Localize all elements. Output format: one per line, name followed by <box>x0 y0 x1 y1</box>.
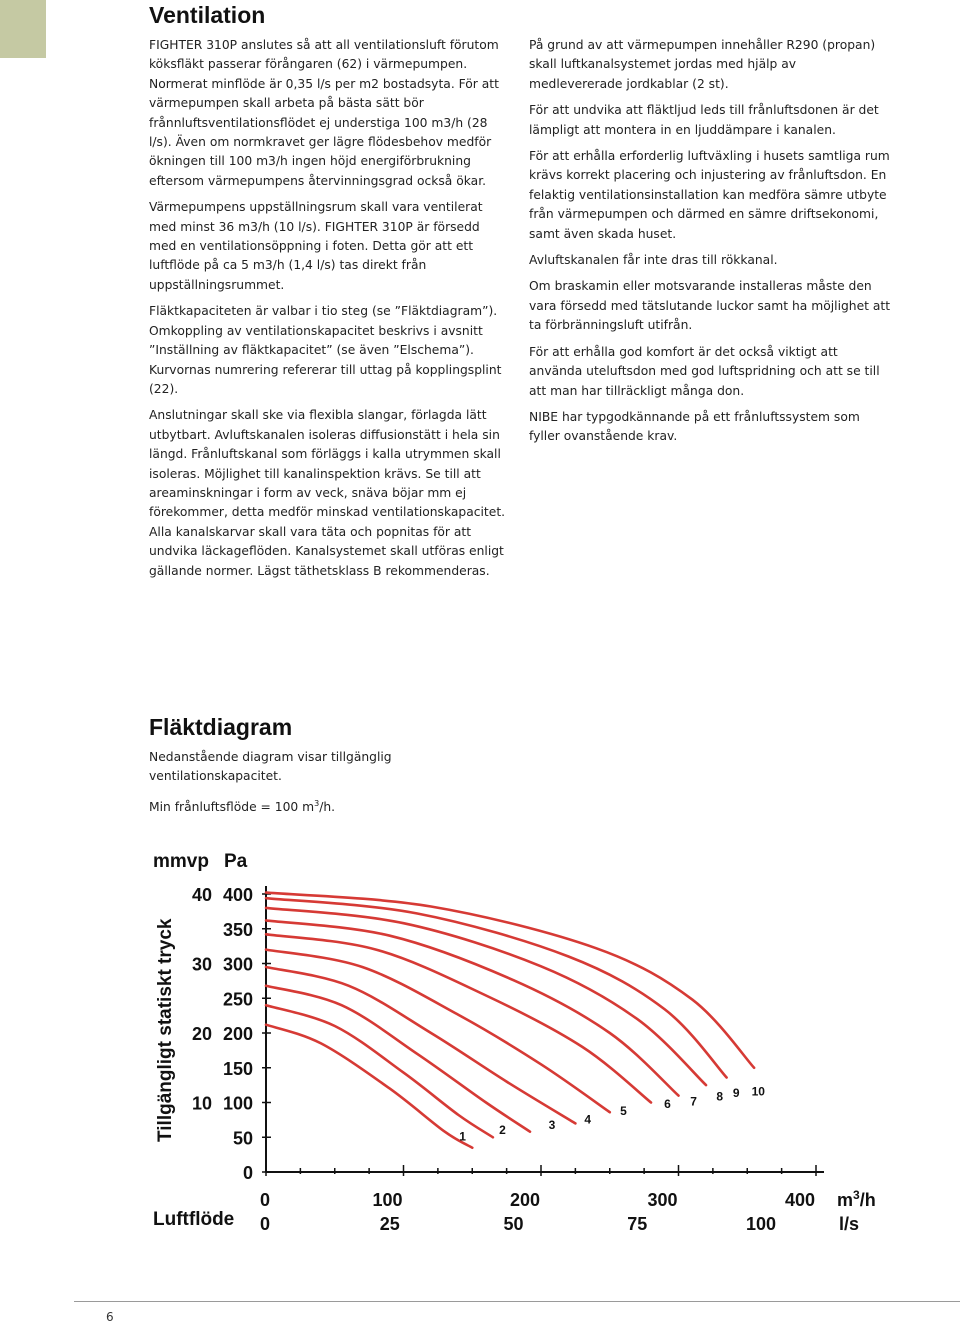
y-tick-label-pa: 100 <box>222 1093 253 1114</box>
fan-curve-label: 6 <box>664 1097 671 1112</box>
fan-curve-label: 8 <box>716 1089 724 1104</box>
x-tick-label-m3h: 400 <box>784 1190 816 1210</box>
fan-curve-2 <box>266 1005 493 1137</box>
y-tick-label-pa: 350 <box>222 919 253 940</box>
fan-curve-label: 4 <box>584 1112 592 1127</box>
x-tick-label-m3h: 200 <box>509 1190 541 1210</box>
min-flow-note <box>149 794 509 818</box>
chapter-color-tab <box>0 0 46 58</box>
x-tick-label-ls: 0 <box>260 1214 271 1234</box>
page-number: 6 <box>106 1310 114 1324</box>
x-unit-m3h: $m^3/h$ <box>837 1188 876 1210</box>
fan-diagram-svg <box>140 840 900 1240</box>
fan-curve-10 <box>266 893 754 1068</box>
paragraph: Om braskamin eller motsvarande installeras måste den vara försedd med tätslutande luckor samt ha möjlighet att ta förbränningsluft utifrån. <box>529 279 891 333</box>
x-tick-label-ls: 50 <box>503 1214 524 1234</box>
x-tick-label-ls: 25 <box>379 1214 400 1234</box>
paragraph: På grund av att värmepumpen innehåller R290 (propan) skall luftkanalsystemet jordas med hjälp av medlevererade jordkablar (2 st). <box>529 38 876 91</box>
paragraph: Fläktkapaciteten är valbar i tio steg (se ”Fläktdiagram”). Omkoppling av ventilationskapacitet beskrivs i avsnitt ”Inställning av fläktkapacitet” (se även ”Elschema”). Kurvornas numrering refererar till uttag på kopplingsplint (22). <box>149 304 502 396</box>
min-flow-prefix: Min frånluftsflöde = 100 m <box>149 799 315 814</box>
y-tick-label-pa: 200 <box>222 1024 253 1044</box>
x-tick-label-m3h: 300 <box>647 1190 678 1210</box>
fan-curve-1 <box>266 1025 472 1148</box>
y-tick-label-mmvp: 30 <box>191 954 212 975</box>
paragraph: NIBE har typgodkännande på ett frånluftssystem som fyller ovanstående krav. <box>529 409 860 444</box>
y-tick-label-pa: 50 <box>232 1128 253 1149</box>
min-flow-sup: 3 <box>314 798 320 808</box>
paragraph: FIGHTER 310P anslutes så att all ventilationsluft förutom köksfläkt passerar förångaren (62) i värmepumpen. Normerat minflöde är 0,35 l/s per m2 bostadsyta. För att värmepumpen skall arbeta på bästa sätt bör frånnluftsventilationsflödet ej understiga 100 m3/h (28 l/s). Även om normkravet ger lägre flödesbehov medför ökningen till 100 m3/h ingen höjd energiförbrukning eftersom värmepumpens återvinningsgrad också ökar. <box>149 38 499 188</box>
x-tick-label-m3h: 100 <box>372 1190 403 1210</box>
min-flow-suffix: /h. <box>319 799 336 814</box>
paragraph: För att undvika att fläktljud leds till frånluftsdonen är det lämpligt att montera in en ljuddämpare i kanalen. <box>529 103 879 137</box>
fan-curve-label: 5 <box>620 1104 627 1119</box>
y-tick-label-pa: 0 <box>242 1163 253 1183</box>
fan-curve-label: 9 <box>732 1085 740 1100</box>
x-axis-title: Luftflöde <box>153 1209 235 1230</box>
ventilation-left-column <box>149 36 509 588</box>
fan-curve-label: 10 <box>751 1084 765 1099</box>
x-tick-label-m3h: 0 <box>260 1190 271 1210</box>
ventilation-right-column <box>529 36 891 454</box>
diagram-intro <box>149 748 509 824</box>
y-tick-label-mmvp: 10 <box>191 1093 212 1114</box>
y-tick-label-mmvp: 20 <box>191 1024 212 1044</box>
fan-curve-4 <box>266 967 575 1123</box>
x-tick-label-ls: 75 <box>627 1214 648 1234</box>
section-title-ventilation: Ventilation <box>149 2 266 28</box>
x-unit-ls: l/s <box>839 1214 860 1234</box>
fan-curve-label: 7 <box>690 1094 697 1109</box>
fan-diagram <box>140 840 900 1240</box>
y-tick-label-pa: 250 <box>222 989 253 1010</box>
y-tick-label-pa: 150 <box>222 1058 253 1079</box>
paragraph: För att erhålla god komfort är det också viktigt att använda uteluftsdon med god luftspridning och att se till att man har tillräckligt många don. <box>529 344 880 398</box>
y-unit-mmvp: mmvp <box>153 851 209 872</box>
fan-curve-7 <box>266 920 679 1095</box>
y-tick-label-pa: 300 <box>222 954 253 975</box>
y-tick-label-mmvp: 40 <box>191 885 212 905</box>
x-tick-label-ls: 100 <box>745 1214 777 1234</box>
paragraph: Avluftskanalen får inte dras till rökkanal. <box>529 253 778 268</box>
paragraph: Värmepumpens uppställningsrum skall vara ventilerat med minst 36 m3/h (10 l/s). FIGHTER 310P är försedd med en ventilationsöppning i foten. Detta gör att ett luftflöde på ca 5 m3/h (1,4 l/s) tas direkt från uppställningsrummet. <box>149 200 483 292</box>
fan-curve-3 <box>266 986 530 1132</box>
y-axis-title: Tillgängligt statiskt tryck <box>155 918 176 1142</box>
paragraph: Anslutningar skall ske via flexibla slangar, förlagda lätt utbytbart. Avluftskanalen isoleras diffusionstätt i hela sin längd. Frånluftskanal som förläggs i kalla utrymmen skall isoleras. Möjlighet till kanalinspektion krävs. Se till att areaminskningar i form av veck, snäva böjar mm ej förekommer, detta medför minskad ventilationskapacitet. Alla kanalskarvar skall vara täta och popnitas för att undvika läckageflöden. Kanalsystemet skall utföras enligt gällande normer. Lägst täthetsklass B rekommenderas. <box>149 408 506 578</box>
fan-curve-label: 1 <box>459 1129 466 1144</box>
y-unit-pa: Pa <box>224 851 248 872</box>
fan-curve-label: 2 <box>499 1122 506 1137</box>
section-title-flaktdiagram: Fläktdiagram <box>149 714 293 740</box>
footer-rule <box>74 1301 960 1302</box>
y-tick-label-pa: 400 <box>222 885 253 905</box>
paragraph: Nedanstående diagram visar tillgänglig ventilationskapacitet. <box>149 750 392 784</box>
fan-curve-label: 3 <box>548 1117 556 1132</box>
fan-curve-6 <box>266 934 651 1102</box>
paragraph: För att erhålla erforderlig luftväxling i husets samtliga rum krävs korrekt placering och injustering av frånluftsdon. En felaktig ventilationsinstallation kan medföra sämre utbyte från värmepumpen och därmed en sämre driftsekonomi, samt även skada huset. <box>529 149 890 241</box>
